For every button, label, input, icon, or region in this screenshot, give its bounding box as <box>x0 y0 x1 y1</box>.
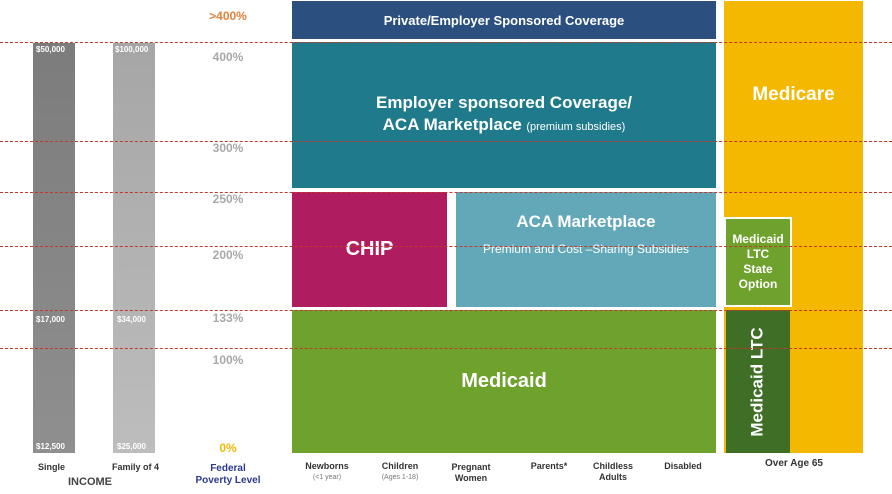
aca-marketplace-block <box>456 192 716 307</box>
fpl-tick-300: 300% <box>212 141 244 155</box>
ltc-option-line1: Medicaid <box>732 232 784 246</box>
income-single-bottom: $12,500 <box>36 442 65 451</box>
employer-coverage-block <box>292 42 716 188</box>
income-bar-single <box>33 43 75 453</box>
ltc-option-line4: Option <box>738 277 778 291</box>
income-family-bottom: $25,000 <box>117 442 146 451</box>
category-newborns: Newborns (<1 year) <box>305 461 349 481</box>
fpl-label-line2: Poverty Level <box>195 475 261 486</box>
fpl-tick-400: 400% <box>212 50 244 64</box>
ltc-option-line2: LTC <box>746 247 770 261</box>
threshold-line-400 <box>0 42 892 43</box>
income-single-mid: $17,000 <box>36 315 65 324</box>
income-family-mid: $34,000 <box>117 315 146 324</box>
category-parents: Parents* <box>530 461 568 471</box>
threshold-line-100 <box>0 348 892 349</box>
threshold-line-200 <box>0 246 892 247</box>
fpl-label <box>192 463 264 487</box>
income-single-top: $50,000 <box>36 45 65 54</box>
income-title: INCOME <box>68 476 112 488</box>
threshold-line-300 <box>0 141 892 142</box>
fpl-tick-250: 250% <box>212 192 244 206</box>
threshold-line-133 <box>0 310 892 311</box>
aca-marketplace-sub: Premium and Cost –Sharing Subsidies <box>482 242 690 256</box>
fpl-tick-0: 0% <box>219 441 237 455</box>
fpl-tick-over400: >400% <box>209 9 247 23</box>
category-children: Children (Ages 1-18) <box>381 461 419 481</box>
category-pregnant-women: Pregnant Women <box>451 462 491 483</box>
income-family-label: Family of 4 <box>112 462 160 472</box>
aca-marketplace-label: ACA Marketplace <box>516 212 656 231</box>
private-coverage-block <box>292 1 716 39</box>
medicaid-ltc-label: Medicaid LTC <box>748 326 767 437</box>
chip-block <box>292 192 447 307</box>
fpl-tick-100: 100% <box>212 353 244 367</box>
threshold-line-250 <box>0 192 892 193</box>
employer-coverage-line1: Employer sponsored Coverage/ <box>375 93 633 112</box>
employer-coverage-line2: ACA Marketplace <box>382 115 522 134</box>
ltc-option-line3: State <box>743 262 773 276</box>
category-disabled: Disabled <box>664 461 702 471</box>
medicare-label: Medicare <box>752 84 835 105</box>
medicaid-label: Medicaid <box>461 370 547 392</box>
medicaid-block <box>292 310 716 453</box>
private-coverage-label: Private/Employer Sponsored Coverage <box>383 12 625 28</box>
income-bar-family <box>113 43 155 453</box>
income-single-label: Single <box>38 462 66 472</box>
category-childless-adults: Childless Adults <box>592 461 633 482</box>
fpl-tick-133: 133% <box>212 311 244 325</box>
fpl-label-line1: Federal <box>210 463 246 474</box>
income-family-top: $100,000 <box>115 45 149 54</box>
fpl-tick-200: 200% <box>212 248 244 262</box>
medicaid-ltc-option-block <box>724 217 792 307</box>
over-age-65-label: Over Age 65 <box>765 458 823 469</box>
employer-coverage-sub: (premium subsidies) <box>526 121 626 133</box>
medicaid-ltc-block <box>726 310 790 453</box>
chip-label: CHIP <box>345 238 394 260</box>
